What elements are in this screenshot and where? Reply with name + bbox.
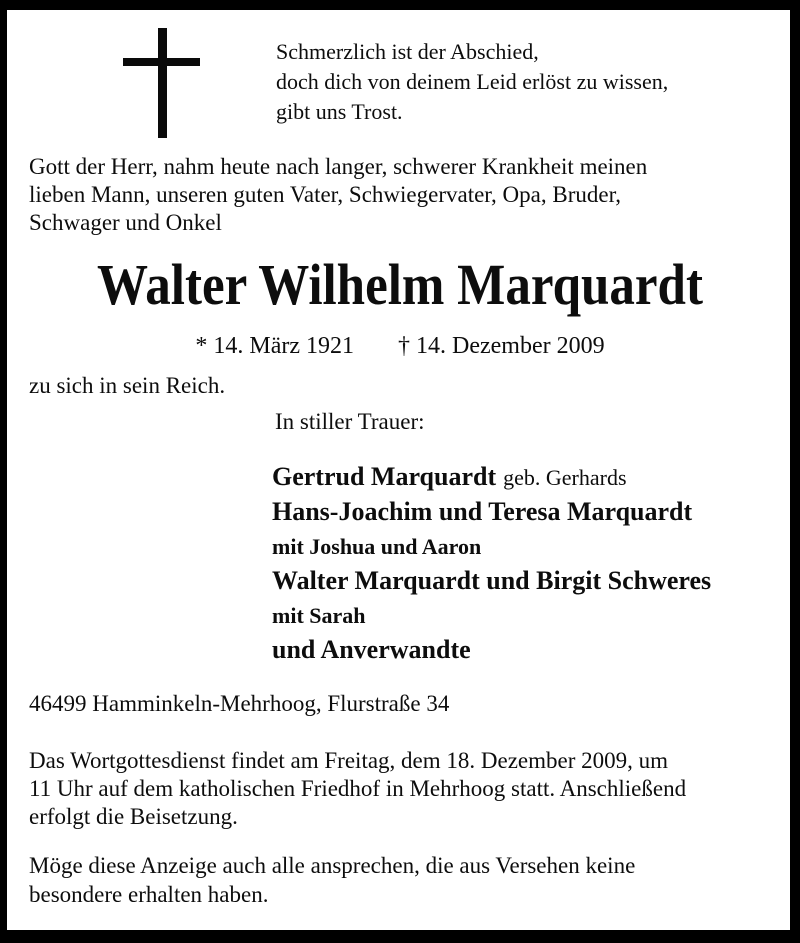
closing-line: Möge diese Anzeige auch alle ansprechen, die aus Versehen keine (29, 853, 636, 878)
frame-border-bottom (0, 930, 800, 943)
mourners-list (272, 461, 711, 669)
life-dates (0, 332, 800, 360)
closing-paragraph (29, 851, 635, 909)
mourner-name: Walter Marquardt und Birgit Schweres (272, 566, 712, 595)
closing-line: besondere erhalten haben. (29, 882, 269, 907)
service-line: erfolgt die Beisetzung. (29, 804, 238, 829)
epigraph-line: gibt uns Trost. (276, 99, 403, 124)
mourner-children: mit Joshua und Aaron (272, 534, 482, 559)
address-line: 46499 Hamminkeln-Mehrhoog, Flurstraße 34 (29, 691, 450, 716)
service-line: 11 Uhr auf dem katholischen Friedhof in Mehrhoog statt. Anschließend (29, 776, 687, 801)
birth-date: * 14. März 1921 (195, 333, 355, 359)
service-line: Das Wortgottesdienst findet am Freitag, dem 18. Dezember 2009, um (29, 748, 669, 773)
mourning-intro: In stiller Trauer: (275, 409, 425, 434)
mourner-row (272, 565, 711, 600)
mourner-row (272, 531, 711, 565)
death-date: † 14. Dezember 2009 (398, 333, 605, 359)
mourner-row (272, 600, 711, 634)
mourner-name: Gertrud Marquardt (272, 462, 497, 491)
cross-vertical-bar (158, 28, 167, 138)
mourner-suffix: geb. Gerhards (503, 465, 627, 490)
frame-border-right (790, 0, 800, 943)
intro-paragraph (29, 153, 647, 237)
deceased-name: Walter Wilhelm Marquardt (97, 252, 703, 317)
cross-icon (123, 28, 200, 138)
frame-border-left (0, 0, 7, 943)
epigraph-line: Schmerzlich ist der Abschied, (276, 39, 539, 64)
mourner-row (272, 496, 711, 531)
mourner-row (272, 634, 711, 669)
epigraph (276, 37, 668, 127)
mourner-children: mit Sarah (272, 603, 366, 628)
intro-line: lieben Mann, unseren guten Vater, Schwiegervater, Opa, Bruder, (29, 182, 622, 207)
epigraph-line: doch dich von deinem Leid erlöst zu wissen, (276, 69, 669, 94)
frame-border-top (0, 0, 800, 10)
cross-horizontal-bar (123, 58, 200, 66)
intro-line: Gott der Herr, nahm heute nach langer, schwerer Krankheit meinen (29, 154, 648, 179)
mourner-name: und Anverwandte (272, 635, 471, 664)
service-paragraph (29, 747, 686, 831)
mourner-row (272, 461, 711, 496)
mourner-name: Hans-Joachim und Teresa Marquardt (272, 497, 693, 526)
continuation-text: zu sich in sein Reich. (29, 373, 226, 398)
intro-line: Schwager und Onkel (29, 210, 222, 235)
